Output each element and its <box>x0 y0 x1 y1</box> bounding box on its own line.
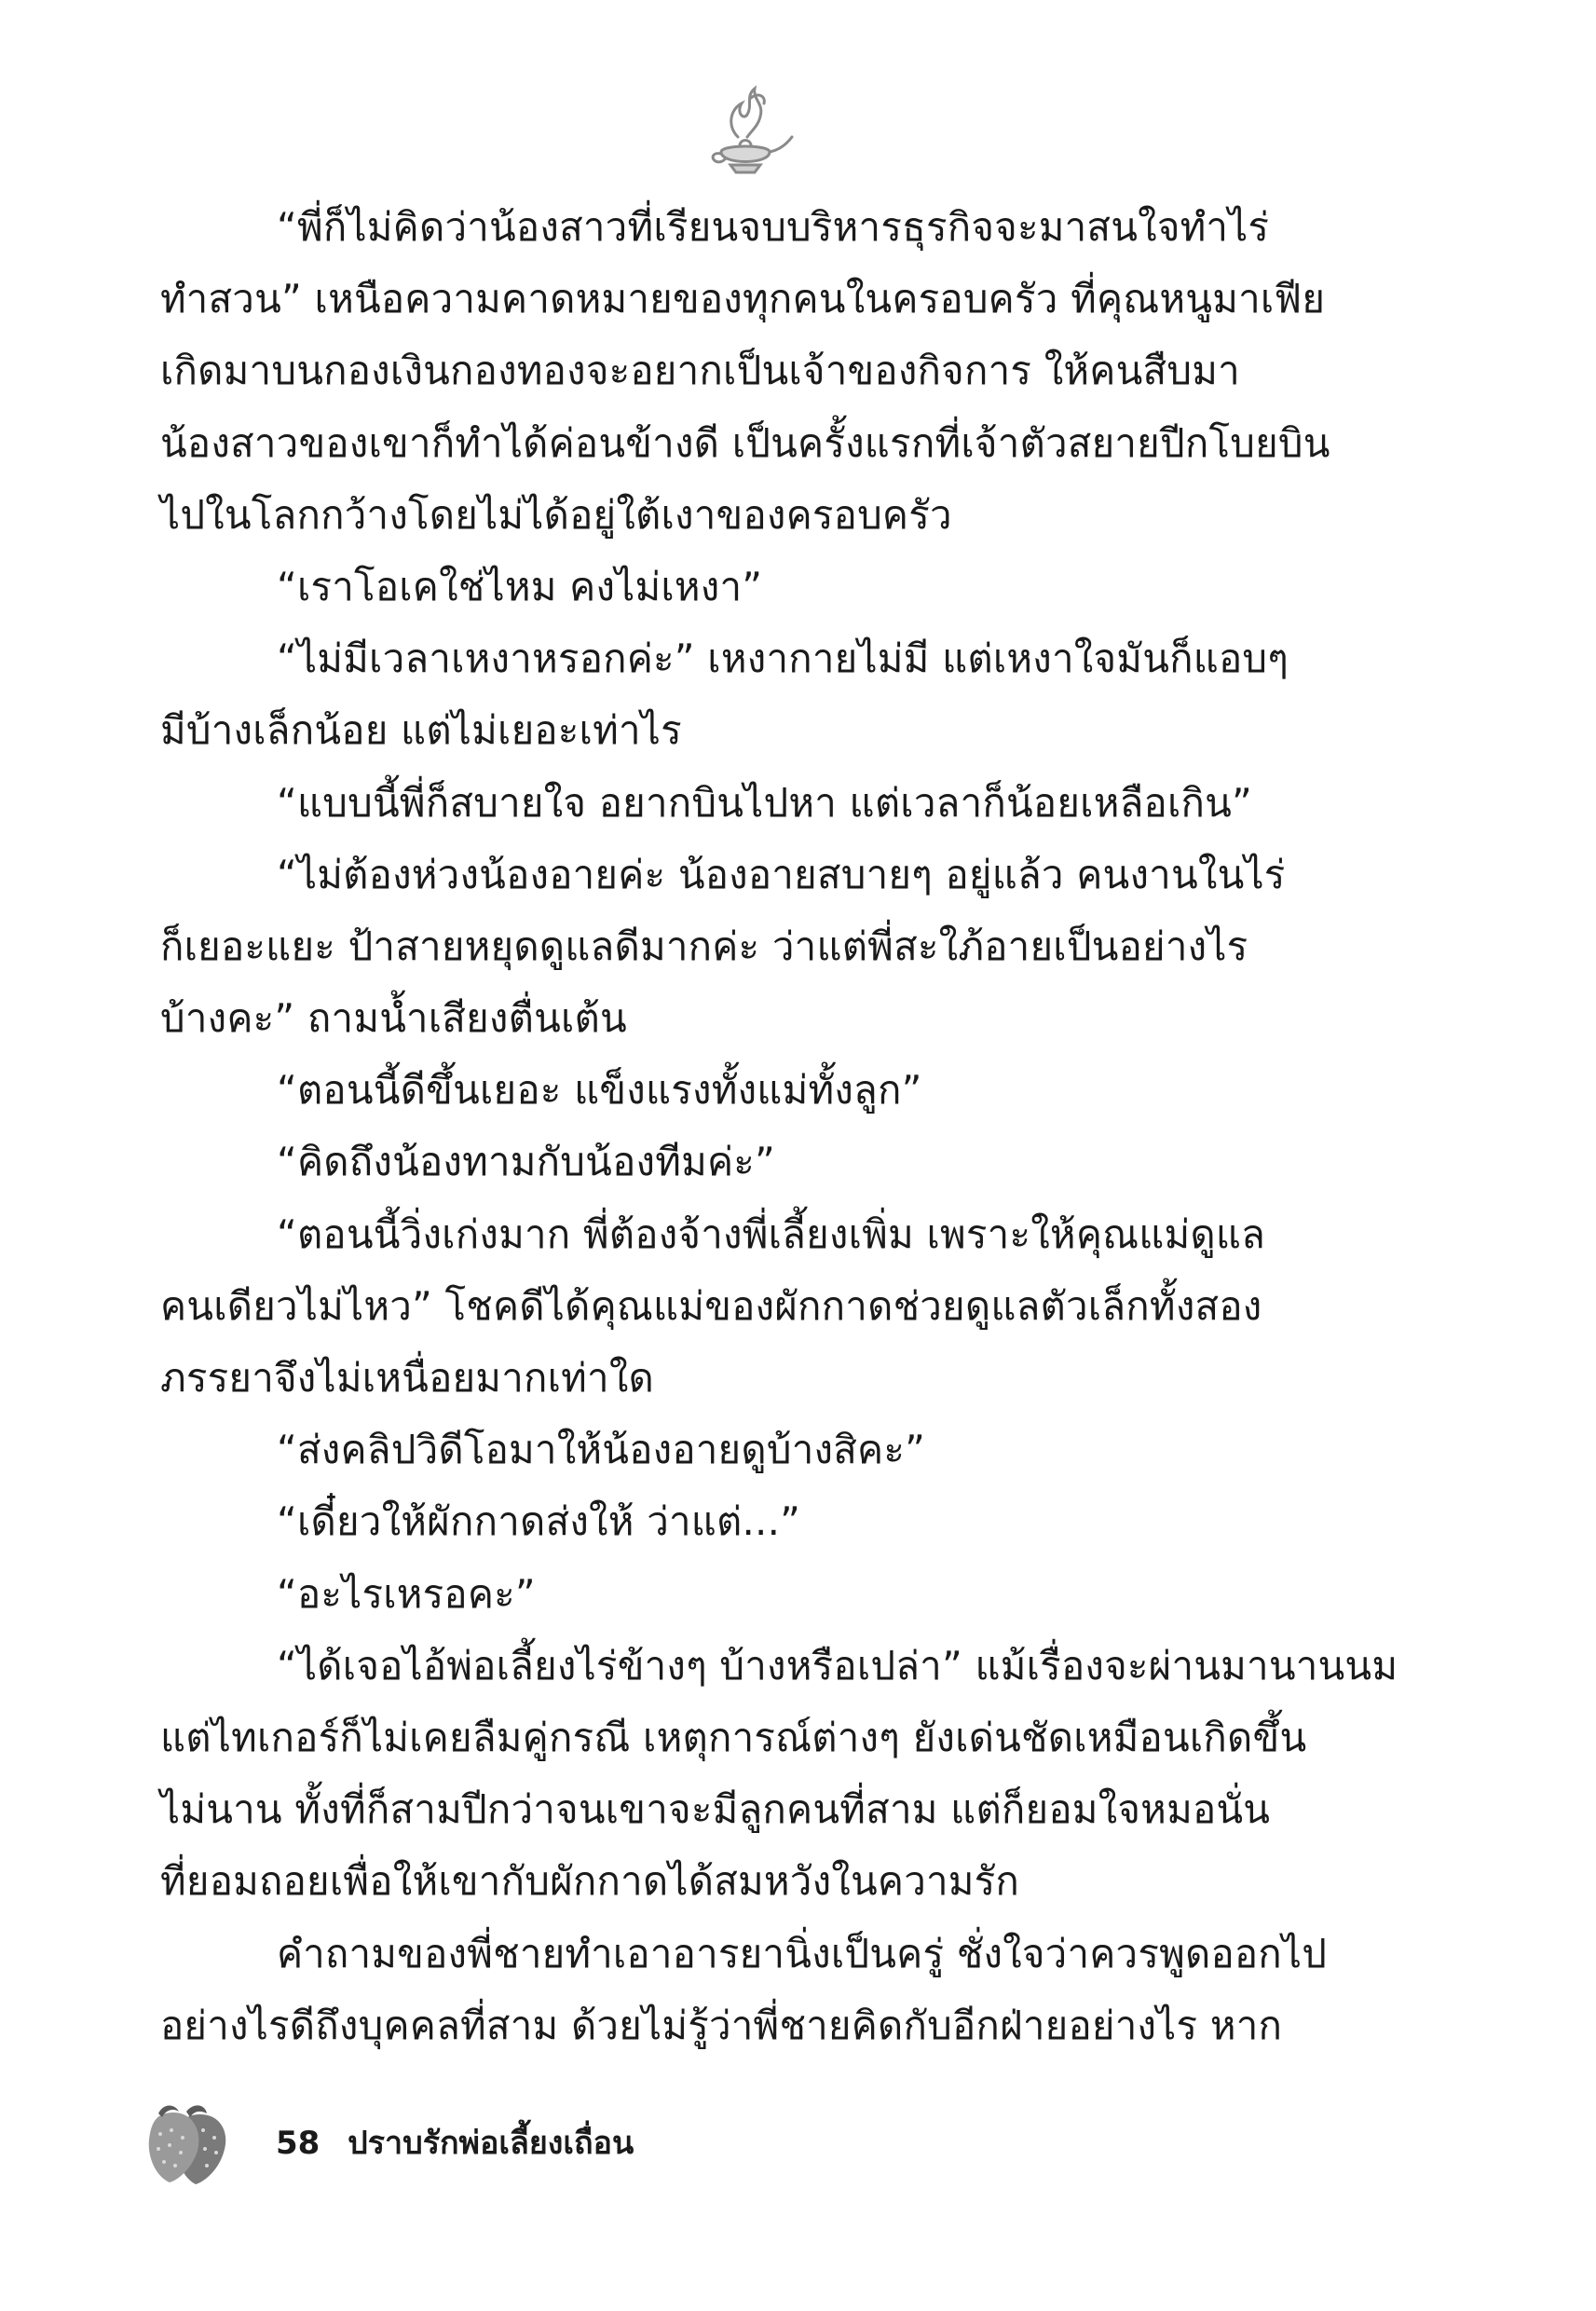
text-line: คำถามของพี่ชายทำเอาอารยานิ่งเป็นครู่ ชั่งใจว่าควรพูดออกไป <box>277 1930 1328 1976</box>
text-line: “คิดถึงน้องทามกับน้องทีมค่ะ” <box>277 1139 775 1185</box>
text-line: เกิดมาบนกองเงินกองทองจะอยากเป็นเจ้าของกิจการ ให้คนสืบมา <box>160 348 1240 394</box>
text-line: อย่างไรดีถึงบุคคลที่สาม ด้วยไม่รู้ว่าพี่ชายคิดกับอีกฝ่ายอย่างไร หาก <box>160 2002 1283 2048</box>
text-line: ภรรยาจึงไม่เหนื่อยมากเท่าใด <box>160 1355 655 1401</box>
text-line: คนเดียวไม่ไหว” โชคดีได้คุณแม่ของผักกาดช่วยดูแลตัวเล็กทั้งสอง <box>160 1282 1262 1329</box>
text-line: “อะไรเหรอคะ” <box>277 1570 536 1617</box>
text-line: ที่ยอมถอยเพื่อให้เขากับผักกาดได้สมหวังในความรัก <box>160 1858 1020 1905</box>
book-title: ปราบรักพ่อเลี้ยงเถื่อน <box>348 2125 634 2162</box>
genie-lamp-icon <box>689 79 801 191</box>
text-line: น้องสาวของเขาก็ทำได้ค่อนข้างดี เป็นครั้งแรกที่เจ้าตัวสยายปีกโบยบิน <box>160 419 1330 466</box>
text-line: แต่ไทเกอร์ก็ไม่เคยลืมคู่กรณี เหตุการณ์ต่างๆ ยังเด่นชัดเหมือนเกิดขึ้น <box>160 1714 1307 1760</box>
footer-caption <box>276 2117 634 2167</box>
page-footer <box>138 2097 976 2208</box>
text-line: บ้างคะ” ถามน้ำเสียงตื่นเต้น <box>160 995 627 1042</box>
page-number: 58 <box>276 2125 321 2162</box>
text-line: “แบบนี้พี่ก็สบายใจ อยากบินไปหา แต่เวลาก็น้อยเหลือเกิน” <box>277 779 1252 826</box>
text-line: “เดี๋ยวให้ผักกาดส่งให้ ว่าแต่...” <box>277 1498 801 1545</box>
text-line: “พี่ก็ไม่คิดว่าน้องสาวที่เรียนจบบริหารธุรกิจจะมาสนใจทำไร่ <box>277 204 1270 250</box>
body-text <box>160 191 1398 2061</box>
text-line: ไม่นาน ทั้งที่ก็สามปีกว่าจนเขาจะมีลูกคนที่สาม แต่ก็ยอมใจหมอนั่น <box>160 1786 1271 1833</box>
text-line: “เราโอเคใช่ไหม คงไม่เหงา” <box>277 563 763 609</box>
strawberry-icon <box>138 2097 240 2190</box>
text-line: “ตอนนี้วิ่งเก่งมาก พี่ต้องจ้างพี่เลี้ยงเพิ่ม เพราะให้คุณแม่ดูแล <box>277 1210 1266 1257</box>
text-line: “ส่งคลิปวิดีโอมาให้น้องอายดูบ้างสิคะ” <box>277 1427 926 1473</box>
text-line: “ไม่มีเวลาเหงาหรอกค่ะ” เหงากายไม่มี แต่เหงาใจมันก็แอบๆ <box>277 636 1289 682</box>
text-line: ก็เยอะแยะ ป้าสายหยุดดูแลดีมากค่ะ ว่าแต่พี่สะใภ้อายเป็นอย่างไร <box>160 923 1248 969</box>
text-line: “ได้เจอไอ้พ่อเลี้ยงไร่ข้างๆ บ้างหรือเปล่า” แม้เรื่องจะผ่านมานานนม <box>277 1642 1398 1689</box>
text-line: ไปในโลกกว้างโดยไม่ได้อยู่ใต้เงาของครอบครัว <box>160 491 952 538</box>
text-line: “ไม่ต้องห่วงน้องอายค่ะ น้องอายสบายๆ อยู่แล้ว คนงานในไร่ <box>277 851 1286 897</box>
text-line: ทำสวน” เหนือความคาดหมายของทุกคนในครอบครัว ที่คุณหนูมาเฟีย <box>160 276 1326 322</box>
text-line: มีบ้างเล็กน้อย แต่ไม่เยอะเท่าไร <box>160 707 682 754</box>
text-line: “ตอนนี้ดีขึ้นเยอะ แข็งแรงทั้งแม่ทั้งลูก” <box>277 1067 922 1114</box>
